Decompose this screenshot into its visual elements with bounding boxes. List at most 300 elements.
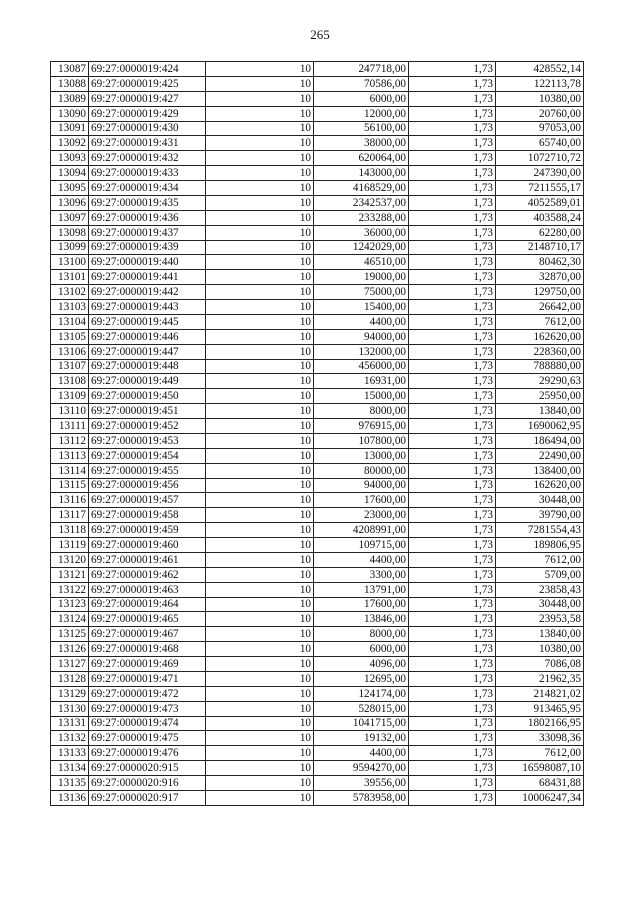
coefficient-cell: 1,73 <box>409 612 496 627</box>
coefficient-cell: 1,73 <box>409 552 496 567</box>
amount-cell: 30448,00 <box>496 493 584 508</box>
amount-cell: 4052589,01 <box>496 195 584 210</box>
table-row <box>51 627 584 642</box>
coefficient-cell: 1,73 <box>409 538 496 553</box>
cadastral-number-cell: 69:27:0000019:455 <box>89 463 206 478</box>
amount-cell: 162620,00 <box>496 478 584 493</box>
cadastral-number-cell: 69:27:0000019:459 <box>89 523 206 538</box>
value-ten-cell: 10 <box>206 359 314 374</box>
cadastral-number-cell: 69:27:0000019:472 <box>89 686 206 701</box>
value-ten-cell: 10 <box>206 344 314 359</box>
cadastral-number-cell: 69:27:0000019:448 <box>89 359 206 374</box>
cadastral-number-cell: 69:27:0000019:427 <box>89 91 206 106</box>
row-number-cell: 13116 <box>51 493 89 508</box>
table-row <box>51 582 584 597</box>
amount-cell: 23953,58 <box>496 612 584 627</box>
cadastral-number-cell: 69:27:0000019:457 <box>89 493 206 508</box>
amount-cell: 403588,24 <box>496 210 584 225</box>
coefficient-cell: 1,73 <box>409 62 496 77</box>
value-ten-cell: 10 <box>206 210 314 225</box>
amount-cell: 33098,36 <box>496 731 584 746</box>
cadastral-number-cell: 69:27:0000019:454 <box>89 448 206 463</box>
row-number-cell: 13094 <box>51 166 89 181</box>
area-cell: 9594270,00 <box>314 761 409 776</box>
row-number-cell: 13093 <box>51 151 89 166</box>
amount-cell: 16598087,10 <box>496 761 584 776</box>
coefficient-cell: 1,73 <box>409 240 496 255</box>
area-cell: 70586,00 <box>314 76 409 91</box>
coefficient-cell: 1,73 <box>409 642 496 657</box>
coefficient-cell: 1,73 <box>409 761 496 776</box>
coefficient-cell: 1,73 <box>409 91 496 106</box>
cadastral-number-cell: 69:27:0000019:461 <box>89 552 206 567</box>
amount-cell: 7612,00 <box>496 746 584 761</box>
coefficient-cell: 1,73 <box>409 716 496 731</box>
value-ten-cell: 10 <box>206 404 314 419</box>
amount-cell: 7612,00 <box>496 314 584 329</box>
table-row <box>51 419 584 434</box>
amount-cell: 1690062,95 <box>496 419 584 434</box>
coefficient-cell: 1,73 <box>409 701 496 716</box>
amount-cell: 247390,00 <box>496 166 584 181</box>
area-cell: 4400,00 <box>314 746 409 761</box>
row-number-cell: 13090 <box>51 106 89 121</box>
cadastral-number-cell: 69:27:0000019:464 <box>89 597 206 612</box>
table-row <box>51 671 584 686</box>
table-row <box>51 106 584 121</box>
table-row <box>51 746 584 761</box>
area-cell: 247718,00 <box>314 62 409 77</box>
table-row <box>51 463 584 478</box>
amount-cell: 138400,00 <box>496 463 584 478</box>
area-cell: 46510,00 <box>314 255 409 270</box>
row-number-cell: 13111 <box>51 419 89 434</box>
coefficient-cell: 1,73 <box>409 671 496 686</box>
value-ten-cell: 10 <box>206 538 314 553</box>
cadastral-number-cell: 69:27:0000019:439 <box>89 240 206 255</box>
coefficient-cell: 1,73 <box>409 121 496 136</box>
area-cell: 94000,00 <box>314 329 409 344</box>
amount-cell: 7211555,17 <box>496 181 584 196</box>
value-ten-cell: 10 <box>206 657 314 672</box>
area-cell: 13791,00 <box>314 582 409 597</box>
row-number-cell: 13117 <box>51 508 89 523</box>
table-row <box>51 701 584 716</box>
row-number-cell: 13119 <box>51 538 89 553</box>
amount-cell: 62280,00 <box>496 225 584 240</box>
cadastral-number-cell: 69:27:0000019:463 <box>89 582 206 597</box>
value-ten-cell: 10 <box>206 612 314 627</box>
row-number-cell: 13107 <box>51 359 89 374</box>
cadastral-number-cell: 69:27:0000019:440 <box>89 255 206 270</box>
value-ten-cell: 10 <box>206 374 314 389</box>
amount-cell: 162620,00 <box>496 329 584 344</box>
value-ten-cell: 10 <box>206 776 314 791</box>
value-ten-cell: 10 <box>206 136 314 151</box>
cadastral-number-cell: 69:27:0000019:437 <box>89 225 206 240</box>
table-row <box>51 166 584 181</box>
cadastral-number-cell: 69:27:0000019:443 <box>89 300 206 315</box>
area-cell: 1041715,00 <box>314 716 409 731</box>
value-ten-cell: 10 <box>206 300 314 315</box>
table-row <box>51 404 584 419</box>
row-number-cell: 13115 <box>51 478 89 493</box>
cadastral-number-cell: 69:27:0000020:917 <box>89 790 206 805</box>
coefficient-cell: 1,73 <box>409 210 496 225</box>
table-row <box>51 62 584 77</box>
table-row <box>51 151 584 166</box>
table-row <box>51 790 584 805</box>
row-number-cell: 13087 <box>51 62 89 77</box>
cadastral-number-cell: 69:27:0000019:433 <box>89 166 206 181</box>
area-cell: 19000,00 <box>314 270 409 285</box>
row-number-cell: 13128 <box>51 671 89 686</box>
row-number-cell: 13123 <box>51 597 89 612</box>
table-row <box>51 567 584 582</box>
coefficient-cell: 1,73 <box>409 329 496 344</box>
table-row <box>51 195 584 210</box>
area-cell: 12000,00 <box>314 106 409 121</box>
table-row <box>51 552 584 567</box>
cadastral-number-cell: 69:27:0000019:456 <box>89 478 206 493</box>
area-cell: 3300,00 <box>314 567 409 582</box>
row-number-cell: 13099 <box>51 240 89 255</box>
table-body <box>51 62 584 806</box>
cadastral-number-cell: 69:27:0000019:447 <box>89 344 206 359</box>
cadastral-number-cell: 69:27:0000019:460 <box>89 538 206 553</box>
amount-cell: 2148710,17 <box>496 240 584 255</box>
amount-cell: 913465,95 <box>496 701 584 716</box>
value-ten-cell: 10 <box>206 433 314 448</box>
row-number-cell: 13126 <box>51 642 89 657</box>
value-ten-cell: 10 <box>206 701 314 716</box>
area-cell: 13000,00 <box>314 448 409 463</box>
area-cell: 4400,00 <box>314 552 409 567</box>
value-ten-cell: 10 <box>206 463 314 478</box>
coefficient-cell: 1,73 <box>409 731 496 746</box>
coefficient-cell: 1,73 <box>409 508 496 523</box>
area-cell: 4208991,00 <box>314 523 409 538</box>
area-cell: 107800,00 <box>314 433 409 448</box>
table-row <box>51 270 584 285</box>
area-cell: 56100,00 <box>314 121 409 136</box>
row-number-cell: 13127 <box>51 657 89 672</box>
table-row <box>51 508 584 523</box>
table-row <box>51 76 584 91</box>
coefficient-cell: 1,73 <box>409 359 496 374</box>
table-row <box>51 686 584 701</box>
value-ten-cell: 10 <box>206 225 314 240</box>
row-number-cell: 13114 <box>51 463 89 478</box>
row-number-cell: 13100 <box>51 255 89 270</box>
cadastral-number-cell: 69:27:0000019:446 <box>89 329 206 344</box>
cadastral-number-cell: 69:27:0000019:450 <box>89 389 206 404</box>
value-ten-cell: 10 <box>206 523 314 538</box>
area-cell: 4168529,00 <box>314 181 409 196</box>
amount-cell: 13840,00 <box>496 627 584 642</box>
area-cell: 8000,00 <box>314 404 409 419</box>
area-cell: 6000,00 <box>314 91 409 106</box>
coefficient-cell: 1,73 <box>409 448 496 463</box>
amount-cell: 228360,00 <box>496 344 584 359</box>
area-cell: 80000,00 <box>314 463 409 478</box>
coefficient-cell: 1,73 <box>409 790 496 805</box>
row-number-cell: 13097 <box>51 210 89 225</box>
area-cell: 5783958,00 <box>314 790 409 805</box>
value-ten-cell: 10 <box>206 761 314 776</box>
cadastral-number-cell: 69:27:0000020:915 <box>89 761 206 776</box>
area-cell: 976915,00 <box>314 419 409 434</box>
value-ten-cell: 10 <box>206 76 314 91</box>
row-number-cell: 13132 <box>51 731 89 746</box>
amount-cell: 23858,43 <box>496 582 584 597</box>
row-number-cell: 13131 <box>51 716 89 731</box>
cadastral-number-cell: 69:27:0000019:431 <box>89 136 206 151</box>
row-number-cell: 13101 <box>51 270 89 285</box>
row-number-cell: 13089 <box>51 91 89 106</box>
amount-cell: 5709,00 <box>496 567 584 582</box>
area-cell: 16931,00 <box>314 374 409 389</box>
row-number-cell: 13095 <box>51 181 89 196</box>
value-ten-cell: 10 <box>206 329 314 344</box>
area-cell: 4096,00 <box>314 657 409 672</box>
row-number-cell: 13098 <box>51 225 89 240</box>
table-row <box>51 538 584 553</box>
amount-cell: 80462,30 <box>496 255 584 270</box>
cadastral-number-cell: 69:27:0000019:435 <box>89 195 206 210</box>
value-ten-cell: 10 <box>206 746 314 761</box>
table-row <box>51 642 584 657</box>
value-ten-cell: 10 <box>206 642 314 657</box>
table-row <box>51 344 584 359</box>
row-number-cell: 13125 <box>51 627 89 642</box>
amount-cell: 25950,00 <box>496 389 584 404</box>
cadastral-number-cell: 69:27:0000019:453 <box>89 433 206 448</box>
amount-cell: 7281554,43 <box>496 523 584 538</box>
area-cell: 132000,00 <box>314 344 409 359</box>
row-number-cell: 13105 <box>51 329 89 344</box>
cadastral-number-cell: 69:27:0000019:465 <box>89 612 206 627</box>
coefficient-cell: 1,73 <box>409 493 496 508</box>
coefficient-cell: 1,73 <box>409 270 496 285</box>
amount-cell: 68431,88 <box>496 776 584 791</box>
cadastral-number-cell: 69:27:0000019:475 <box>89 731 206 746</box>
row-number-cell: 13110 <box>51 404 89 419</box>
area-cell: 13846,00 <box>314 612 409 627</box>
value-ten-cell: 10 <box>206 508 314 523</box>
value-ten-cell: 10 <box>206 567 314 582</box>
coefficient-cell: 1,73 <box>409 776 496 791</box>
cadastral-number-cell: 69:27:0000019:469 <box>89 657 206 672</box>
coefficient-cell: 1,73 <box>409 419 496 434</box>
value-ten-cell: 10 <box>206 419 314 434</box>
value-ten-cell: 10 <box>206 181 314 196</box>
coefficient-cell: 1,73 <box>409 463 496 478</box>
area-cell: 4400,00 <box>314 314 409 329</box>
coefficient-cell: 1,73 <box>409 404 496 419</box>
row-number-cell: 13109 <box>51 389 89 404</box>
coefficient-cell: 1,73 <box>409 523 496 538</box>
coefficient-cell: 1,73 <box>409 285 496 300</box>
value-ten-cell: 10 <box>206 240 314 255</box>
row-number-cell: 13133 <box>51 746 89 761</box>
table-row <box>51 181 584 196</box>
area-cell: 109715,00 <box>314 538 409 553</box>
table-row <box>51 523 584 538</box>
cadastral-number-cell: 69:27:0000019:476 <box>89 746 206 761</box>
value-ten-cell: 10 <box>206 270 314 285</box>
value-ten-cell: 10 <box>206 106 314 121</box>
table-row <box>51 731 584 746</box>
row-number-cell: 13103 <box>51 300 89 315</box>
area-cell: 15400,00 <box>314 300 409 315</box>
cadastral-number-cell: 69:27:0000019:462 <box>89 567 206 582</box>
value-ten-cell: 10 <box>206 62 314 77</box>
amount-cell: 10380,00 <box>496 91 584 106</box>
coefficient-cell: 1,73 <box>409 478 496 493</box>
area-cell: 17600,00 <box>314 597 409 612</box>
table-row <box>51 329 584 344</box>
cadastral-number-cell: 69:27:0000019:445 <box>89 314 206 329</box>
row-number-cell: 13108 <box>51 374 89 389</box>
amount-cell: 29290,63 <box>496 374 584 389</box>
area-cell: 17600,00 <box>314 493 409 508</box>
coefficient-cell: 1,73 <box>409 686 496 701</box>
value-ten-cell: 10 <box>206 627 314 642</box>
amount-cell: 39790,00 <box>496 508 584 523</box>
value-ten-cell: 10 <box>206 582 314 597</box>
amount-cell: 214821,02 <box>496 686 584 701</box>
cadastral-number-cell: 69:27:0000019:425 <box>89 76 206 91</box>
table-row <box>51 240 584 255</box>
coefficient-cell: 1,73 <box>409 300 496 315</box>
table-row <box>51 612 584 627</box>
amount-cell: 7612,00 <box>496 552 584 567</box>
amount-cell: 65740,00 <box>496 136 584 151</box>
row-number-cell: 13129 <box>51 686 89 701</box>
value-ten-cell: 10 <box>206 195 314 210</box>
amount-cell: 189806,95 <box>496 538 584 553</box>
table-row <box>51 433 584 448</box>
row-number-cell: 13102 <box>51 285 89 300</box>
area-cell: 75000,00 <box>314 285 409 300</box>
table-row <box>51 300 584 315</box>
row-number-cell: 13120 <box>51 552 89 567</box>
coefficient-cell: 1,73 <box>409 582 496 597</box>
table-row <box>51 255 584 270</box>
value-ten-cell: 10 <box>206 493 314 508</box>
cadastral-number-cell: 69:27:0000019:436 <box>89 210 206 225</box>
value-ten-cell: 10 <box>206 389 314 404</box>
amount-cell: 26642,00 <box>496 300 584 315</box>
cadastral-number-cell: 69:27:0000019:471 <box>89 671 206 686</box>
value-ten-cell: 10 <box>206 671 314 686</box>
row-number-cell: 13112 <box>51 433 89 448</box>
coefficient-cell: 1,73 <box>409 136 496 151</box>
table-row <box>51 314 584 329</box>
table-row <box>51 448 584 463</box>
coefficient-cell: 1,73 <box>409 657 496 672</box>
cadastral-number-cell: 69:27:0000019:473 <box>89 701 206 716</box>
amount-cell: 13840,00 <box>496 404 584 419</box>
row-number-cell: 13122 <box>51 582 89 597</box>
area-cell: 1242029,00 <box>314 240 409 255</box>
coefficient-cell: 1,73 <box>409 181 496 196</box>
coefficient-cell: 1,73 <box>409 374 496 389</box>
row-number-cell: 13091 <box>51 121 89 136</box>
area-cell: 36000,00 <box>314 225 409 240</box>
cadastral-number-cell: 69:27:0000019:452 <box>89 419 206 434</box>
table-row <box>51 493 584 508</box>
amount-cell: 186494,00 <box>496 433 584 448</box>
row-number-cell: 13096 <box>51 195 89 210</box>
amount-cell: 788880,00 <box>496 359 584 374</box>
table-row <box>51 597 584 612</box>
row-number-cell: 13106 <box>51 344 89 359</box>
value-ten-cell: 10 <box>206 716 314 731</box>
value-ten-cell: 10 <box>206 151 314 166</box>
value-ten-cell: 10 <box>206 686 314 701</box>
cadastral-number-cell: 69:27:0000019:451 <box>89 404 206 419</box>
coefficient-cell: 1,73 <box>409 344 496 359</box>
cadastral-number-cell: 69:27:0000019:434 <box>89 181 206 196</box>
row-number-cell: 13104 <box>51 314 89 329</box>
cadastral-number-cell: 69:27:0000019:468 <box>89 642 206 657</box>
area-cell: 620064,00 <box>314 151 409 166</box>
amount-cell: 10380,00 <box>496 642 584 657</box>
coefficient-cell: 1,73 <box>409 225 496 240</box>
cadastral-number-cell: 69:27:0000019:432 <box>89 151 206 166</box>
cadastral-number-cell: 69:27:0000020:916 <box>89 776 206 791</box>
area-cell: 12695,00 <box>314 671 409 686</box>
coefficient-cell: 1,73 <box>409 567 496 582</box>
amount-cell: 428552,14 <box>496 62 584 77</box>
value-ten-cell: 10 <box>206 790 314 805</box>
row-number-cell: 13136 <box>51 790 89 805</box>
table-row <box>51 225 584 240</box>
cadastral-number-cell: 69:27:0000019:467 <box>89 627 206 642</box>
area-cell: 6000,00 <box>314 642 409 657</box>
amount-cell: 129750,00 <box>496 285 584 300</box>
row-number-cell: 13118 <box>51 523 89 538</box>
amount-cell: 21962,35 <box>496 671 584 686</box>
land-parcel-table <box>50 61 584 806</box>
cadastral-number-cell: 69:27:0000019:449 <box>89 374 206 389</box>
amount-cell: 22490,00 <box>496 448 584 463</box>
amount-cell: 1802166,95 <box>496 716 584 731</box>
row-number-cell: 13121 <box>51 567 89 582</box>
coefficient-cell: 1,73 <box>409 433 496 448</box>
coefficient-cell: 1,73 <box>409 166 496 181</box>
amount-cell: 32870,00 <box>496 270 584 285</box>
area-cell: 19132,00 <box>314 731 409 746</box>
area-cell: 94000,00 <box>314 478 409 493</box>
row-number-cell: 13134 <box>51 761 89 776</box>
coefficient-cell: 1,73 <box>409 151 496 166</box>
table-row <box>51 285 584 300</box>
area-cell: 233288,00 <box>314 210 409 225</box>
value-ten-cell: 10 <box>206 731 314 746</box>
coefficient-cell: 1,73 <box>409 746 496 761</box>
area-cell: 8000,00 <box>314 627 409 642</box>
value-ten-cell: 10 <box>206 314 314 329</box>
coefficient-cell: 1,73 <box>409 389 496 404</box>
table-row <box>51 136 584 151</box>
value-ten-cell: 10 <box>206 255 314 270</box>
coefficient-cell: 1,73 <box>409 195 496 210</box>
area-cell: 124174,00 <box>314 686 409 701</box>
coefficient-cell: 1,73 <box>409 627 496 642</box>
